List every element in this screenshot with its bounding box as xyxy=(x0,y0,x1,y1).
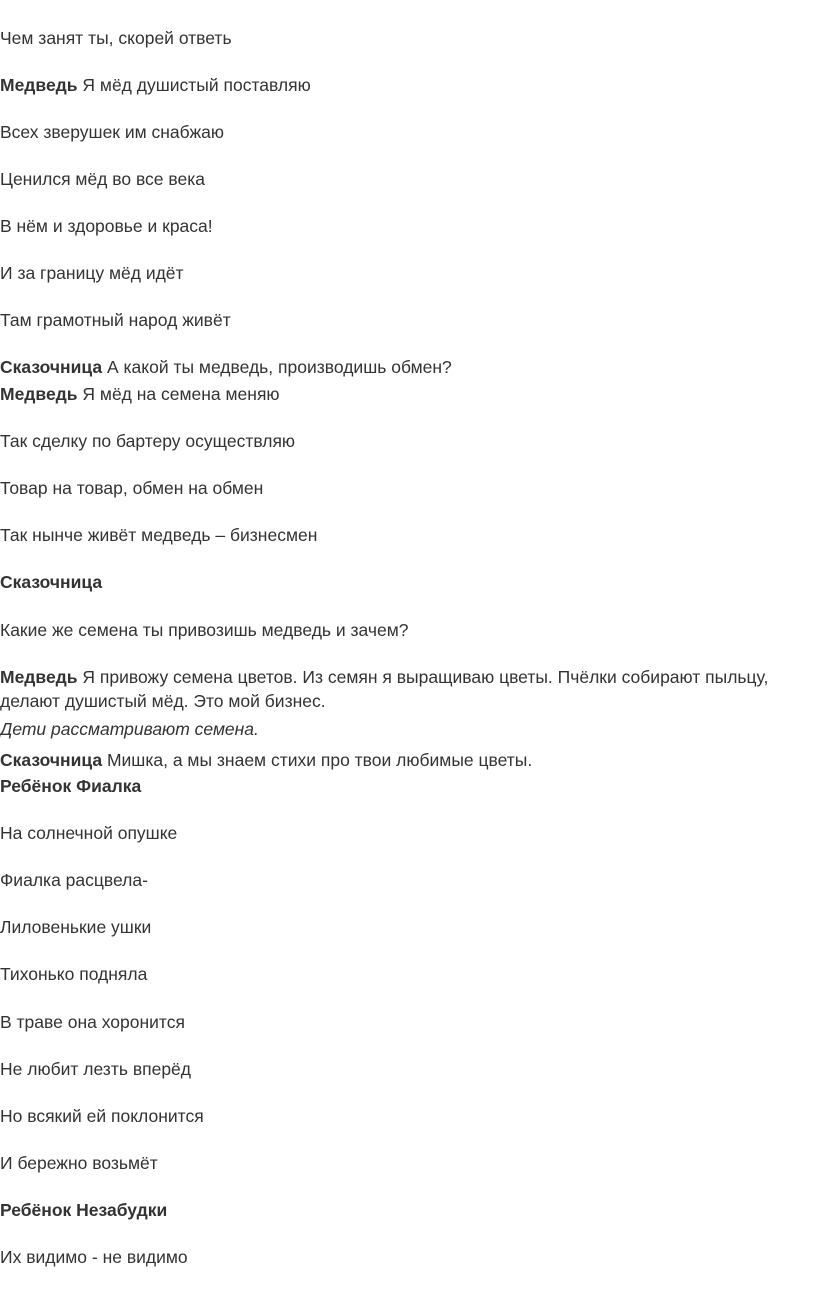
speaker-heading xyxy=(0,570,102,594)
verse-line: Фиалка расцвела- xyxy=(0,870,148,890)
dialogue-line: Сказочница Мишка, а мы знаем стихи про твои любимые цветы. xyxy=(0,750,533,770)
speaker-name: Ребёнок Фиалка xyxy=(0,776,142,796)
speaker-heading xyxy=(0,774,141,798)
verse-line: И бережно возьмёт xyxy=(0,1153,158,1173)
dialogue-line: Медведь Я мёд на семена меняю xyxy=(0,384,280,404)
speaker-name: Медведь xyxy=(0,667,78,687)
dialogue-line: Медведь Я мёд душистый поставляю xyxy=(0,75,311,95)
verse-line: Там грамотный народ живёт xyxy=(0,310,231,330)
speaker-name: Медведь xyxy=(0,384,78,404)
verse-line: Ценился мёд во все века xyxy=(0,169,206,189)
verse-line: Какие же семена ты привозишь медведь и зачем? xyxy=(0,620,409,640)
verse-line: Всех зверушек им снабжаю xyxy=(0,122,225,142)
verse-line: Но всякий ей поклонится xyxy=(0,1106,204,1126)
verse-line: Тихонько подняла xyxy=(0,964,148,984)
verse-line: В траве она хоронится xyxy=(0,1012,185,1032)
dialogue-paragraph: Медведь Я привожу семена цветов. Из семян я выращиваю цветы. Пчёлки собирают пыльцу, делают душистый мёд. Это мой бизнес. xyxy=(0,667,769,711)
speaker-heading xyxy=(0,1198,167,1222)
speaker-name: Сказочница xyxy=(0,750,103,770)
verse-line: Товар на товар, обмен на обмен xyxy=(0,478,264,498)
stage-direction: Дети рассматривают семена. xyxy=(0,719,259,739)
speaker-name: Сказочница xyxy=(0,572,103,592)
verse-line: На солнечной опушке xyxy=(0,823,178,843)
verse-line: Лиловенькие ушки xyxy=(0,917,152,937)
speaker-name: Ребёнок Незабудки xyxy=(0,1200,168,1220)
verse-line: Не любит лезть вперёд xyxy=(0,1059,192,1079)
verse-line: Так нынче живёт медведь – бизнесмен xyxy=(0,525,318,545)
dialogue-line: Сказочница А какой ты медведь, производишь обмен? xyxy=(0,357,452,377)
verse-line: Чем занят ты, скорей ответь xyxy=(0,28,232,48)
speaker-name: Сказочница xyxy=(0,357,103,377)
verse-line: И за границу мёд идёт xyxy=(0,263,184,283)
verse-line: Так сделку по бартеру осуществляю xyxy=(0,431,296,451)
speaker-name: Медведь xyxy=(0,75,78,95)
verse-line: Их видимо - не видимо xyxy=(0,1247,188,1267)
verse-line: В нём и здоровье и краса! xyxy=(0,216,213,236)
